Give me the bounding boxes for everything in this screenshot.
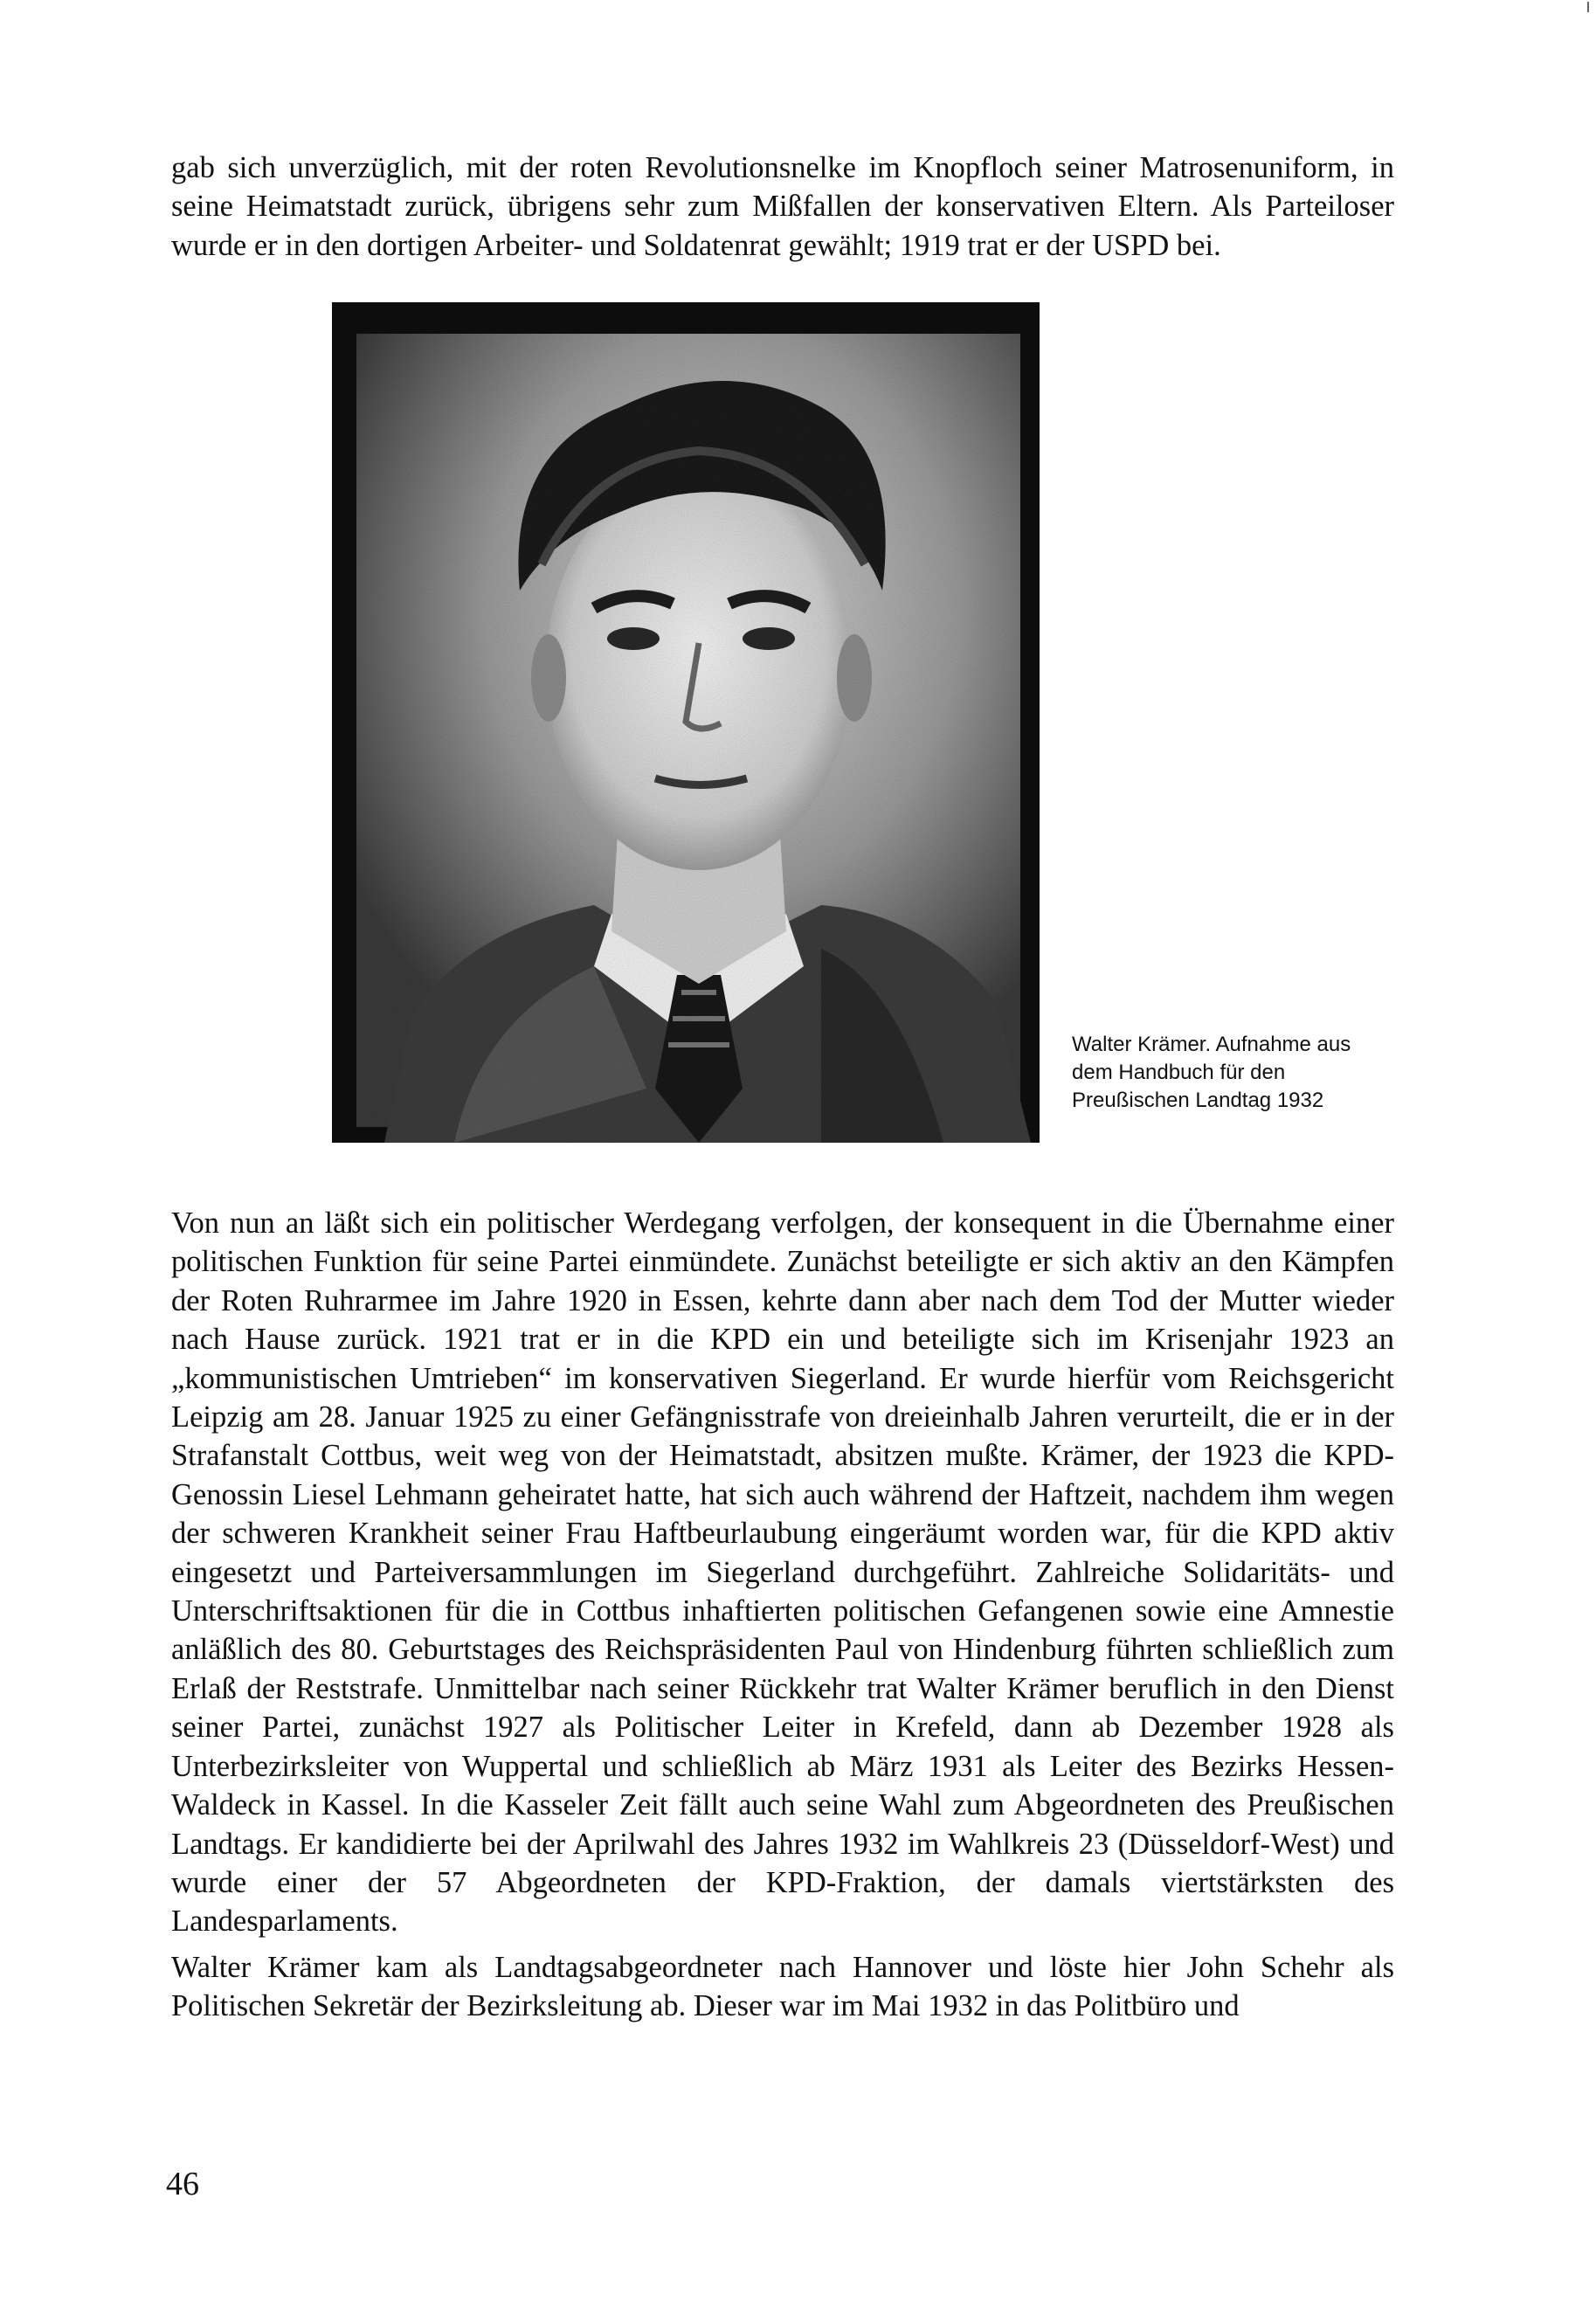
paragraph-career: Von nun an läßt sich ein politischer Werdegang verfolgen, der konsequent in die Übernahme einer politischen Funktion für seine Partei einmündete. Zunächst beteiligte er sich aktiv an den Kämpfen der Roten Ruhrarmee im Jahre 1920 in Essen, kehrte dann aber nach dem Tod der Mutter wieder nach Hause zurück. 1921 trat er in die KPD ein und beteiligte sich im Krisenjahr 1923 an „kommunistischen Umtrieben“ im konservativen Siegerland. Er wurde hierfür vom Reichsgericht Leipzig am 28. Januar 1925 zu einer Gefängnisstrafe von dreieinhalb Jahren verurteilt, die er in der Strafanstalt Cottbus, weit weg von der Heimatstadt, absitzen mußte. Krämer, der 1923 die KPD-Genossin Liesel Lehmann geheiratet hatte, hat sich auch während der Haftzeit, nachdem ihm wegen der schweren Krankheit seiner Frau Haftbeurlaubung eingeräumt worden war, für die KPD aktiv eingesetzt und Parteiversammlungen im Siegerland durchgeführt. Zahlreiche Solidaritäts- und Unterschriftsaktionen für die in Cottbus inhaftierten politischen Gefangenen sowie eine Amnestie anläßlich des 80. Geburtstages des Reichspräsidenten Paul von Hindenburg führten schließlich zum Erlaß der Reststrafe. Unmittelbar nach seiner Rückkehr trat Walter Krämer beruflich in den Dienst seiner Partei, zunächst 1927 als Politischer Leiter in Krefeld, dann ab Dezember 1928 als Unterbezirksleiter von Wuppertal und schließlich ab März 1931 als Leiter des Bezirks Hessen-Waldeck in Kassel. In die Kasseler Zeit fällt auch seine Wahl zum Abgeordneten des Preußischen Landtags. Er kandidierte bei der Aprilwahl des Jahres 1932 im Wahlkreis 23 (Düsseldorf-West) und wurde einer der 57 Abgeordneten der KPD-Fraktion, der damals viertstärksten des Landesparlaments. bbox=[171, 1206, 1394, 1939]
portrait-photo bbox=[332, 302, 1040, 1143]
page-number: 46 bbox=[166, 2166, 199, 2202]
paragraph-hannover: Walter Krämer kam als Landtagsabgeordneter nach Hannover und löste hier John Schehr als Politischen Sekretär der Bezirksleitung ab. Dieser war im Mai 1932 in das Politbüro und bbox=[171, 1951, 1394, 2023]
page-edge-mark bbox=[1587, 2, 1589, 12]
paragraph-intro: gab sich unverzüglich, mit der roten Revolutionsnelke im Knopfloch seiner Matrosenuniform, in seine Heimatstadt zurück, übrigens sehr zum Mißfallen der konservativen Eltern. Als Parteiloser wurde er in den dortigen Arbeiter- und Soldatenrat gewählt; 1919 trat er der USPD bei. bbox=[171, 151, 1394, 262]
photo-caption: Walter Krämer. Aufnahme aus dem Handbuch für den Preußischen Landtag 1932 bbox=[1072, 1033, 1351, 1112]
